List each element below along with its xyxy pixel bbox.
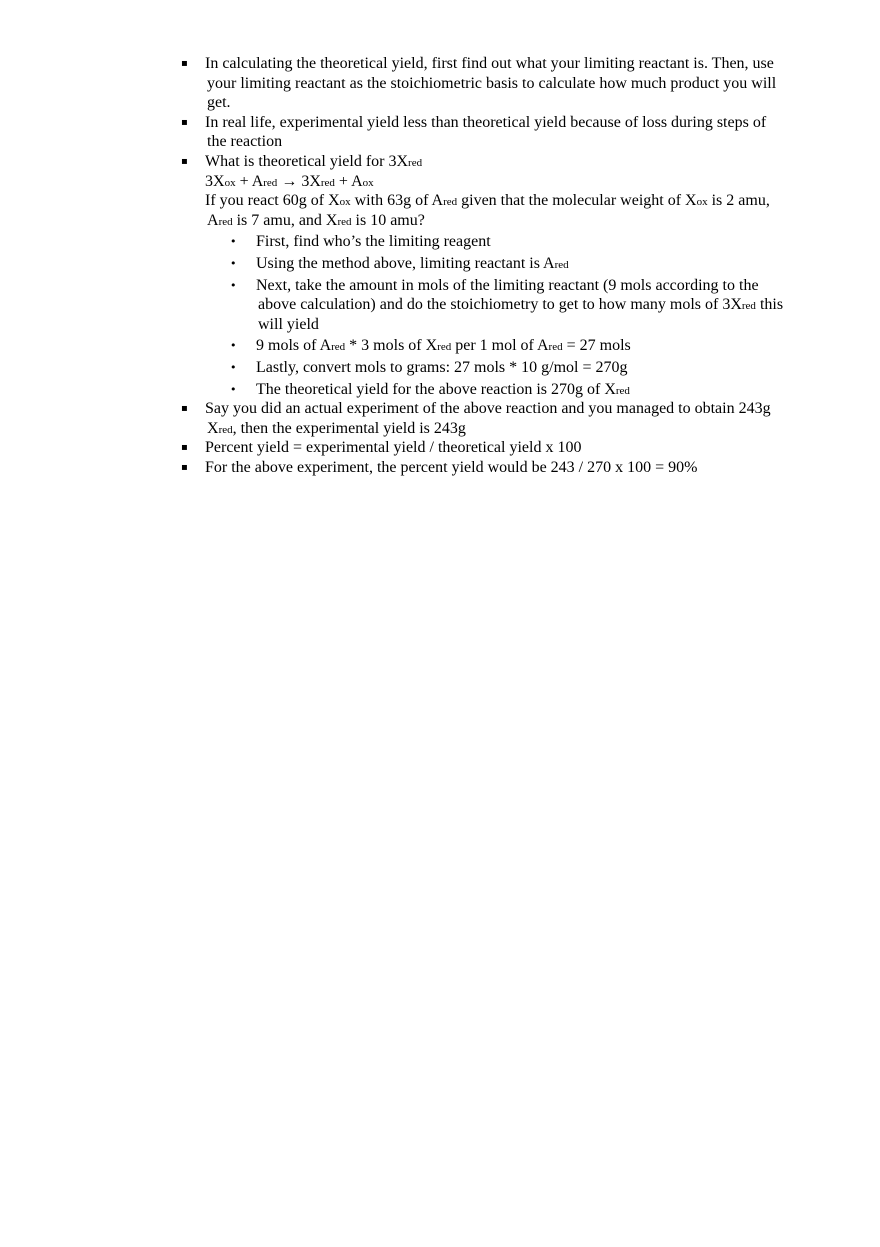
step-text (256, 295, 831, 315)
text-run: X (207, 419, 219, 437)
sub-list-item (181, 358, 831, 378)
text-line: Say you did an actual experiment of the above reaction and you managed to obtain 243g (205, 400, 771, 418)
list-item (181, 113, 831, 152)
list-item (181, 54, 831, 113)
step-text: The theoretical yield for the above reaction is 270g of X (256, 380, 616, 398)
text-run: is 7 amu, and X (232, 211, 338, 229)
text-line: For the above experiment, the percent yield would be 243 / 270 x 100 = 90% (205, 458, 698, 476)
question-title (205, 152, 831, 172)
list-item (181, 399, 831, 438)
text-line: In real life, experimental yield less than theoretical yield because of loss during steps of (205, 113, 767, 131)
square-bullet-icon: ▪ (181, 442, 188, 454)
square-bullet-icon: ▪ (181, 461, 188, 473)
step-text: Using the method above, limiting reactant is A (256, 254, 555, 272)
square-bullet-icon: ▪ (181, 116, 188, 128)
notes-body (181, 54, 831, 477)
text-run: is 10 amu? (351, 211, 425, 229)
text-run: per 1 mol of A (451, 337, 549, 355)
round-bullet-icon: • (230, 339, 237, 353)
subscript: red (331, 341, 346, 354)
sub-list-item (181, 380, 831, 400)
step-text: Next, take the amount in mols of the limiting reactant (9 mols according to the (256, 276, 759, 294)
subscript: red (548, 341, 563, 354)
text-run: is 2 amu, (707, 192, 770, 210)
subscript: red (320, 176, 335, 189)
text-run: What is theoretical yield for 3X (205, 152, 409, 170)
text-run: * 3 mols of X (345, 337, 438, 355)
text-run: If you react 60g of X (205, 192, 340, 210)
text-run: 3X (205, 172, 225, 190)
subscript: red (337, 215, 352, 228)
subscript: red (218, 215, 233, 228)
text-line: get. (207, 94, 231, 112)
text-run: given that the molecular weight of X (457, 192, 697, 210)
text-run: + A (334, 172, 363, 190)
square-bullet-icon: ▪ (181, 403, 188, 415)
round-bullet-icon: • (230, 256, 237, 270)
subscript: red (443, 196, 458, 209)
text-run: A (207, 211, 219, 229)
subscript: red (408, 156, 423, 169)
subscript: red (263, 176, 278, 189)
round-bullet-icon: • (230, 360, 237, 374)
subscript: ox (362, 176, 374, 189)
sub-list-item (181, 276, 831, 335)
text-line: In calculating the theoretical yield, first find out what your limiting reactant is. Then, use (205, 55, 774, 72)
text-line: Percent yield = experimental yield / theoretical yield x 100 (205, 439, 582, 457)
list-item-theoretical-yield (181, 152, 831, 399)
square-bullet-icon: ▪ (181, 58, 188, 69)
step-text: First, find who’s the limiting reagent (256, 233, 491, 251)
list-item (181, 458, 831, 478)
round-bullet-icon: • (230, 278, 237, 292)
round-bullet-icon: • (230, 382, 237, 396)
subscript: red (615, 384, 630, 397)
text-run: = 27 mols (562, 337, 631, 355)
text-line (205, 419, 831, 439)
question-line (205, 211, 831, 231)
list-item (181, 438, 831, 458)
text-run: above calculation) and do the stoichiometry to get to how many mols of 3X (258, 296, 742, 314)
text-line: the reaction (207, 133, 283, 151)
text-run: , then the experimental yield is 243g (232, 419, 466, 437)
text-run: this (755, 296, 784, 314)
subscript: ox (696, 196, 708, 209)
question-line (205, 191, 831, 211)
step-text: will yield (258, 315, 319, 333)
subscript: red (218, 423, 233, 436)
subscript: red (554, 258, 569, 271)
sub-list-item (181, 254, 831, 274)
text-run: 9 mols of A (256, 337, 332, 355)
subscript: ox (339, 196, 351, 209)
text-run: with 63g of A (350, 192, 444, 210)
subscript: red (741, 300, 756, 313)
sub-list-item (181, 232, 831, 252)
round-bullet-icon: • (230, 235, 237, 249)
step-text: Lastly, convert mols to grams: 27 mols * 10 g/mol = 270g (256, 358, 628, 376)
sub-list-item (181, 336, 831, 356)
text-line: your limiting reactant as the stoichiometric basis to calculate how much product you will (207, 74, 777, 92)
square-bullet-icon: ▪ (181, 155, 188, 167)
reaction-equation (205, 172, 831, 192)
text-run: + A (235, 172, 264, 190)
subscript: ox (224, 176, 236, 189)
text-run: → 3X (277, 172, 321, 190)
subscript: red (437, 341, 452, 354)
